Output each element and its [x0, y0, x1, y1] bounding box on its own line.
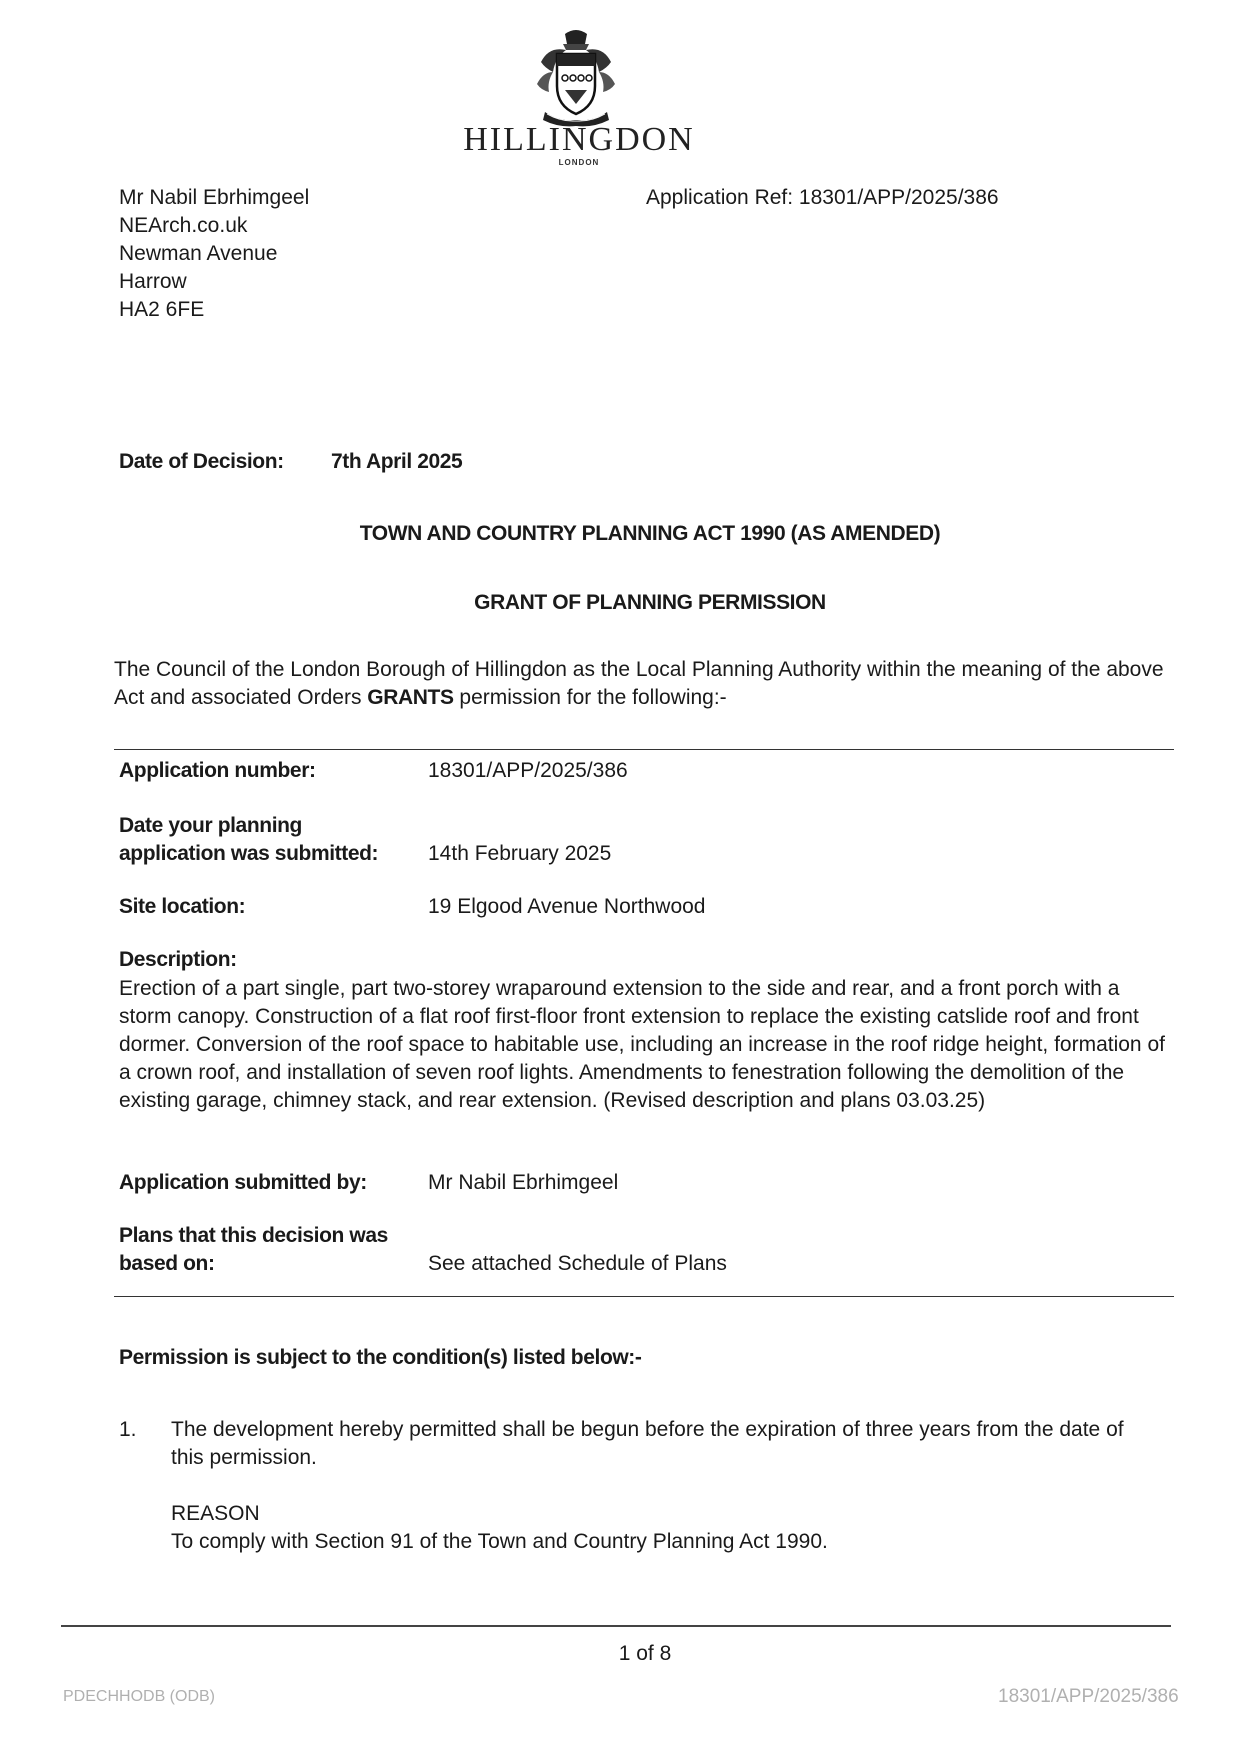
details-bottom-rule [114, 1296, 1174, 1297]
date-submitted-value: 14th February 2025 [428, 842, 612, 865]
plans-label-line: based on: [119, 1252, 215, 1275]
permission-conditions-heading: Permission is subject to the condition(s) listed below:- [119, 1346, 642, 1369]
intro-grants-emphasis: GRANTS [367, 686, 454, 709]
intro-paragraph [114, 656, 1174, 712]
submitted-by-label: Application submitted by: [119, 1171, 367, 1194]
intro-text: The Council of the London Borough of Hillingdon as the Local Planning Authority within the meaning of the above Act and associated Orders [114, 658, 1164, 709]
application-number-label: Application number: [119, 759, 316, 782]
council-wordmark-subtitle: LONDON [558, 158, 600, 167]
site-location-label: Site location: [119, 895, 246, 918]
date-submitted-label [119, 812, 409, 868]
address-line: Mr Nabil Ebrhimgeel [119, 186, 310, 209]
application-ref: Application Ref: 18301/APP/2025/386 [646, 186, 999, 209]
footer-document-code: PDECHHODB (ODB) [63, 1688, 216, 1705]
address-line: Harrow [119, 270, 187, 293]
council-crest-logo [535, 28, 617, 128]
submitted-by-value: Mr Nabil Ebrhimgeel [428, 1171, 619, 1194]
footer-rule [61, 1625, 1171, 1627]
condition-reason-heading: REASON [171, 1502, 260, 1525]
details-top-rule [114, 749, 1174, 750]
council-wordmark: HILLINGDON [463, 121, 695, 158]
footer-application-ref: 18301/APP/2025/386 [998, 1686, 1179, 1707]
decision-date-row [119, 448, 462, 476]
intro-text-end: permission for the following:- [453, 686, 727, 709]
address-line: HA2 6FE [119, 298, 205, 321]
description-text: Erection of a part single, part two-storey wraparound extension to the side and rear, and a front porch with a storm canopy. Construction of a flat roof first-floor front extension to replace the existing catslide roof and front dormer. Conversion of the roof space to habitable use, including an increase in the roof ridge height, formation of a crown roof, and installation of seven roof lights. Amendments to fenestration following the demolition of the existing garage, chimney stack, and rear extension. (Revised description and plans 03.03.25) [119, 977, 1165, 1112]
condition-text: The development hereby permitted shall be begun before the expiration of three years from the date of this permission. [171, 1418, 1124, 1469]
plans-label [119, 1222, 409, 1278]
date-submitted-label-line: application was submitted: [119, 842, 379, 865]
application-number-value: 18301/APP/2025/386 [428, 759, 628, 782]
plans-label-line: Plans that this decision was [119, 1224, 388, 1247]
act-title: TOWN AND COUNTRY PLANNING ACT 1990 (AS AMENDED) [359, 522, 941, 545]
page-number: 1 of 8 [618, 1642, 672, 1665]
condition-number: 1. [119, 1418, 137, 1441]
recipient-address [119, 184, 309, 324]
decision-date-value: 7th April 2025 [331, 450, 463, 473]
site-location-value: 19 Elgood Avenue Northwood [428, 895, 706, 918]
address-line: NEArch.co.uk [119, 214, 248, 237]
condition-reason-text: To comply with Section 91 of the Town and Country Planning Act 1990. [171, 1530, 828, 1553]
grant-title: GRANT OF PLANNING PERMISSION [474, 591, 826, 614]
plans-value: See attached Schedule of Plans [428, 1252, 727, 1275]
address-line: Newman Avenue [119, 242, 278, 265]
date-submitted-label-line: Date your planning [119, 814, 302, 837]
decision-date-label: Date of Decision: [119, 450, 284, 473]
description-label: Description: [119, 948, 237, 971]
